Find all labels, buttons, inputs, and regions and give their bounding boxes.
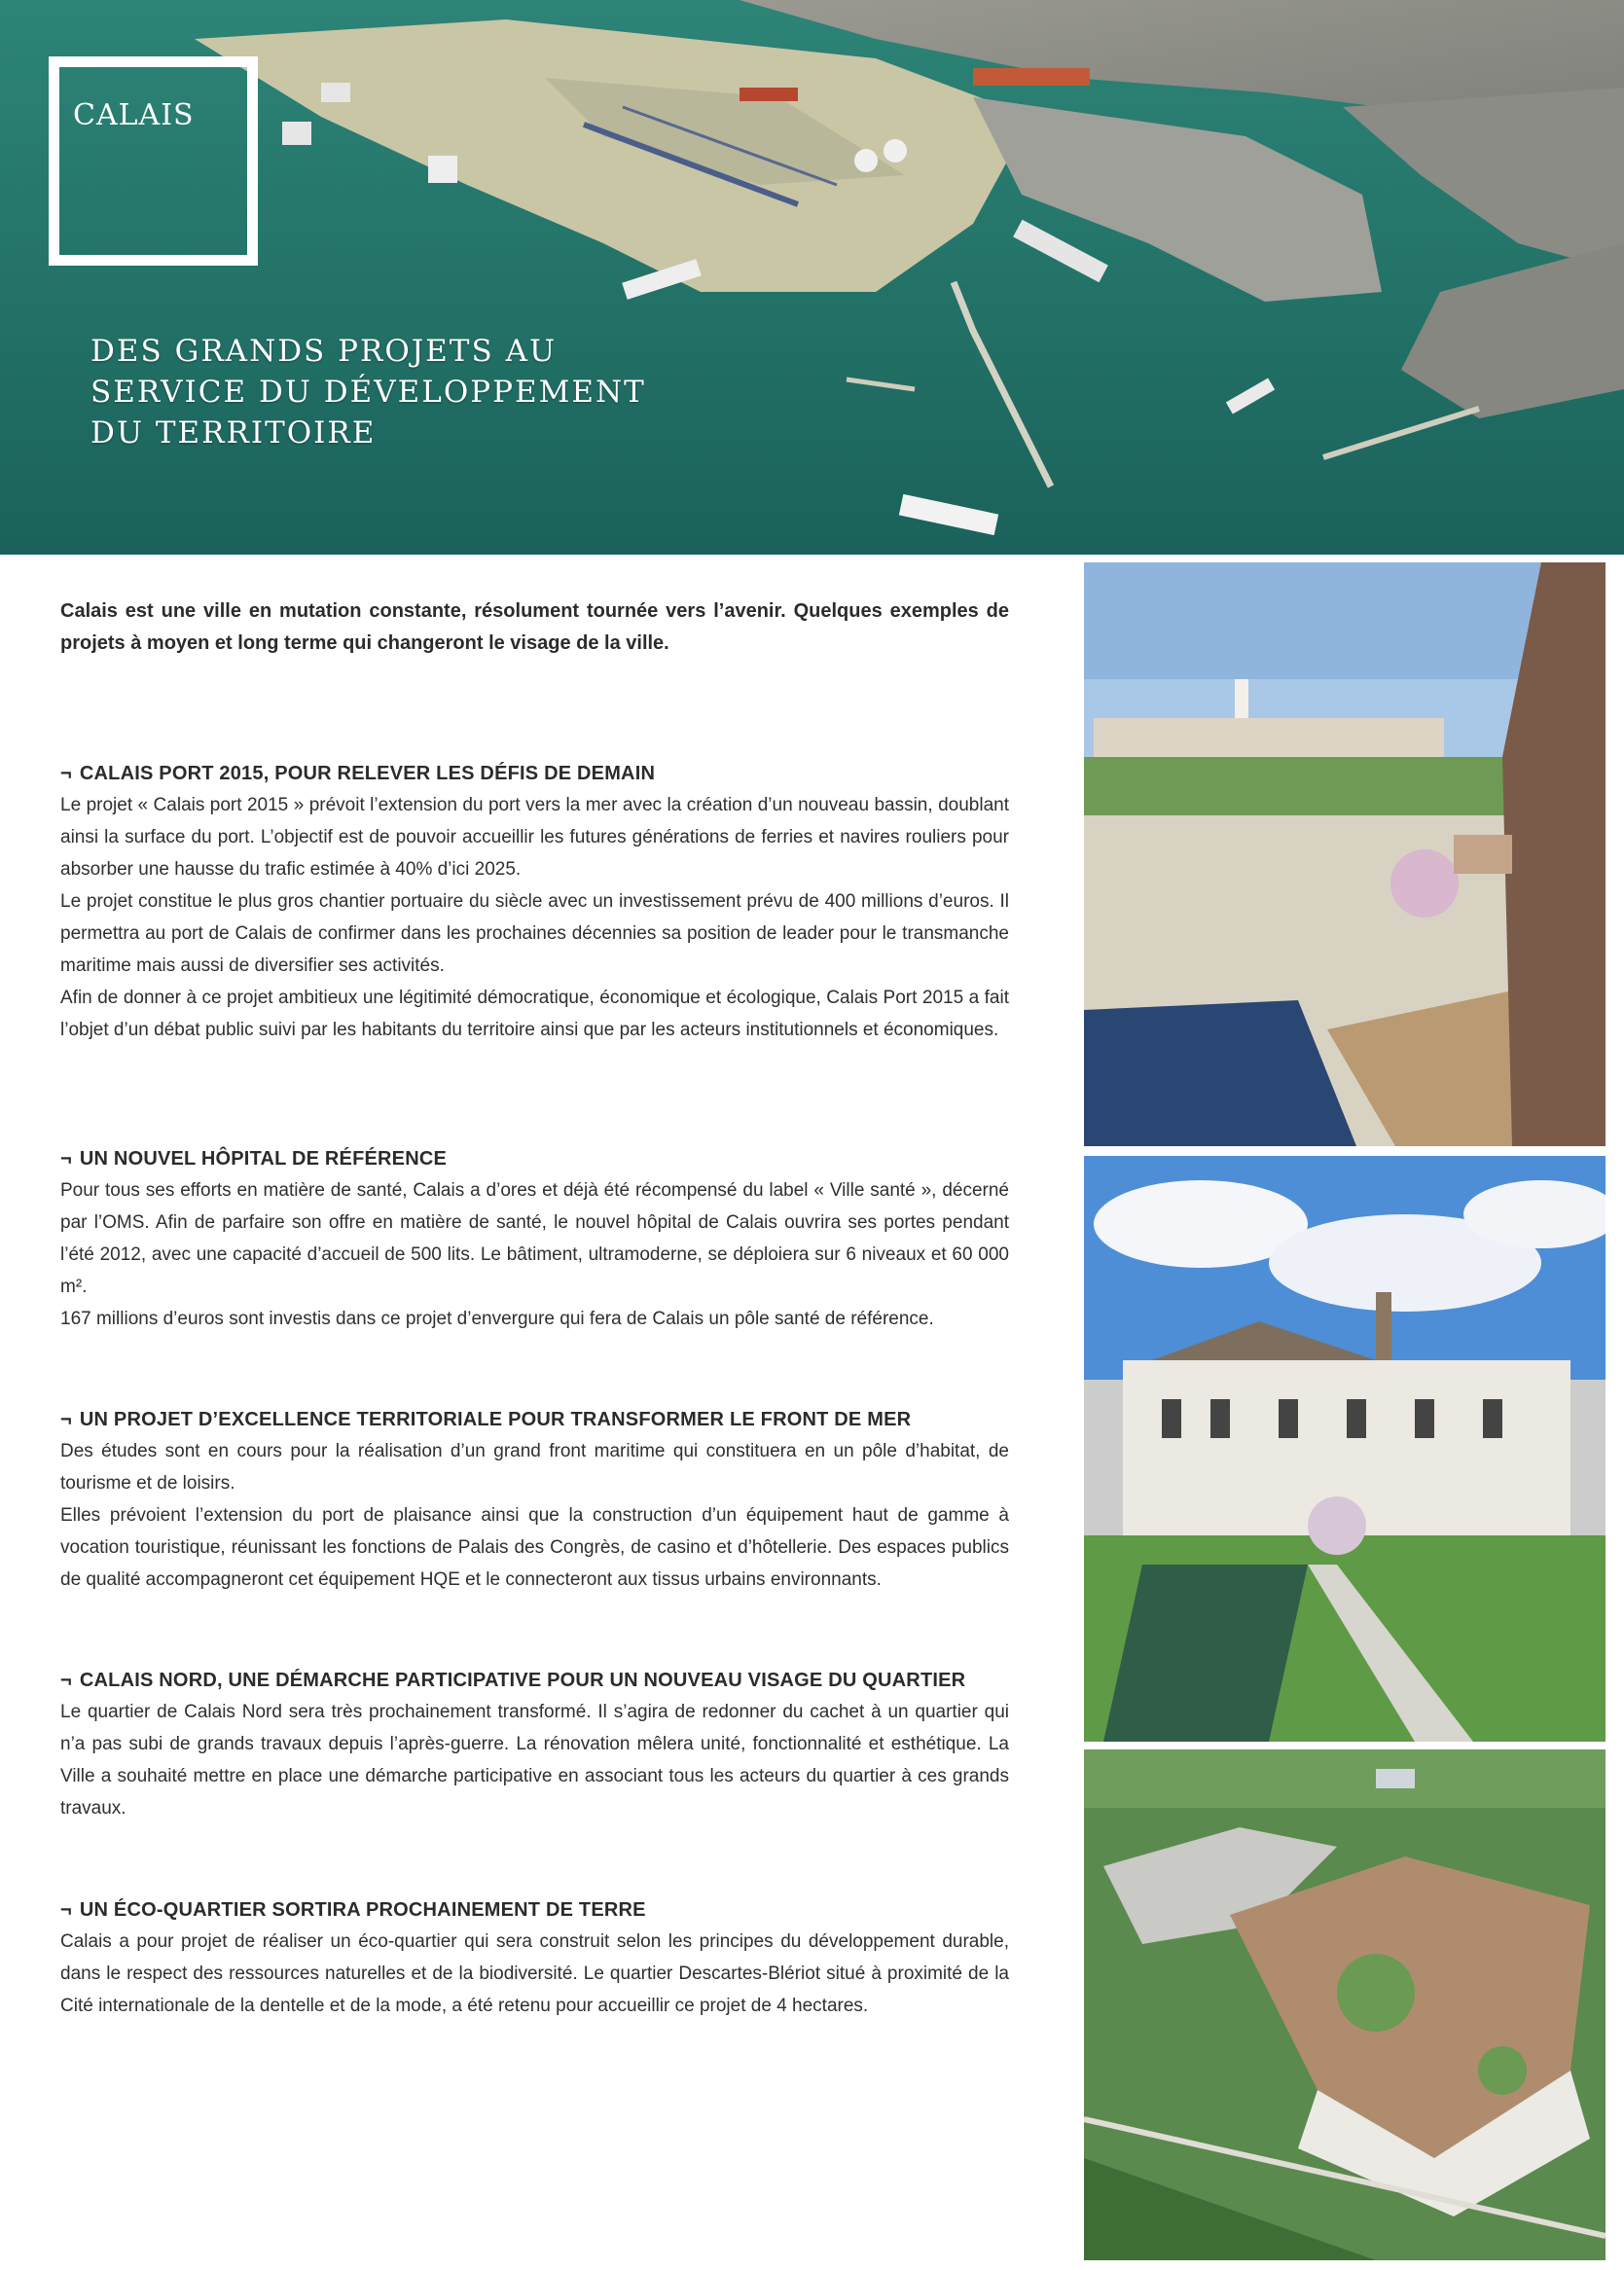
photo-seafront-buildings <box>1084 1156 1606 1742</box>
section-paragraph: Pour tous ses efforts en matière de santé, Calais a d’ores et déjà été récompensé du label « Ville santé », décerné par l’OMS. Afin de parfaire son offre en matière de santé, le nouvel hôpital de Calais ouvrira ses portes pendant l’été 2012, avec une capacité d’accueil de 500 lits. Le bâtiment, ultramoderne, se déploiera sur 6 niveaux et 60 000 m². <box>60 1180 1009 1297</box>
section-paragraph: Des études sont en cours pour la réalisation d’un grand front maritime qui constituera en un pôle d’habitat, de tourisme et de loisirs. <box>60 1441 1009 1494</box>
calais-logo-text: CALAIS <box>73 98 195 132</box>
section-paragraph: Afin de donner à ce projet ambitieux une légitimité démocratique, économique et écologique, Calais Port 2015 a fait l’objet d’un débat public suivi par les habitants du territoire ainsi que par les acteurs institutionnels et économiques. <box>60 988 1009 1040</box>
section-paragraph: Elles prévoient l’extension du port de plaisance ainsi que la construction d’un équipement haut de gamme à vocation touristique, réunissant les fonctions de Palais des Congrès, de casino et d’hôtellerie. Des espaces publics de qualité accompagneront cet équipement HQE et le connecteront aux tissus urbains environnants. <box>60 1505 1009 1590</box>
intro-paragraph: Calais est une ville en mutation constante, résolument tournée vers l’avenir. Quelques exemples de projets à moyen et long terme qui changeront le visage de la ville. <box>60 600 1009 654</box>
hero-banner <box>0 0 1624 555</box>
photo-public-square <box>1084 562 1606 1146</box>
section-calais-port-2015 <box>60 763 1009 1046</box>
bullet-mark: ¬ <box>60 1899 72 1921</box>
bullet-mark: ¬ <box>60 763 72 784</box>
section-paragraph: Calais a pour projet de réaliser un éco-quartier qui sera construit selon les principes du développement durable, dans le respect des ressources naturelles et de la biodiversité. Le quartier Descartes-Blériot situé à proximité de la Cité internationale de la dentelle et de la mode, a été retenu pour accueillir ce projet de 4 hectares. <box>60 1931 1009 2016</box>
section-nouvel-hopital <box>60 1148 1009 1335</box>
section-heading <box>60 1148 1009 1171</box>
photo-eco-district-hospital <box>1084 1749 1606 2260</box>
section-eco-quartier <box>60 1899 1009 2022</box>
section-title: UN ÉCO-QUARTIER SORTIRA PROCHAINEMENT DE TERRE <box>79 1899 646 1921</box>
section-heading <box>60 763 1009 785</box>
section-paragraph: Le projet « Calais port 2015 » prévoit l’extension du port vers la mer avec la création d’un nouveau bassin, doublant ainsi la surface du port. L’objectif est de pouvoir accueillir les futures générations de ferries et navires rouliers pour absorber une hausse du trafic estimée à 40% d’ici 2025. <box>60 795 1009 880</box>
hero-title-line: DU TERRITOIRE <box>90 415 377 450</box>
bullet-mark: ¬ <box>60 1670 72 1691</box>
section-title: UN PROJET D’EXCELLENCE TERRITORIALE POUR TRANSFORMER LE FRONT DE MER <box>79 1409 912 1430</box>
section-paragraph: Le quartier de Calais Nord sera très prochainement transformé. Il s’agira de redonner du cachet à un quartier qui n’a pas subi de grands travaux depuis l’après-guerre. La rénovation mêlera unité, fonctionnalité et esthétique. La Ville a souhaité mettre en place une démarche participative en associant tous les acteurs du quartier à ces grands travaux. <box>60 1702 1009 1819</box>
section-heading <box>60 1899 1009 1922</box>
calais-logo-frame <box>49 56 258 266</box>
section-paragraph: Le projet constitue le plus gros chantier portuaire du siècle avec un investissement prévu de 400 millions d’euros. Il permettra au port de Calais de confirmer dans les prochaines décennies sa position de leader pour le transmanche maritime mais aussi de diversifier ses activités. <box>60 891 1009 976</box>
section-front-de-mer <box>60 1409 1009 1596</box>
bullet-mark: ¬ <box>60 1148 72 1170</box>
section-title: CALAIS PORT 2015, POUR RELEVER LES DÉFIS DE DEMAIN <box>79 763 656 784</box>
section-title: UN NOUVEL HÔPITAL DE RÉFÉRENCE <box>79 1148 448 1170</box>
section-calais-nord <box>60 1670 1009 1824</box>
hero-title-line: DES GRANDS PROJETS AU <box>90 334 558 369</box>
section-heading <box>60 1670 1009 1692</box>
section-paragraph: 167 millions d’euros sont investis dans ce projet d’envergure qui fera de Calais un pôle santé de référence. <box>60 1309 934 1329</box>
section-heading <box>60 1409 1009 1431</box>
bullet-mark: ¬ <box>60 1409 72 1430</box>
hero-title-line: SERVICE DU DÉVELOPPEMENT <box>90 375 646 410</box>
hero-title <box>90 331 646 453</box>
section-title: CALAIS NORD, UNE DÉMARCHE PARTICIPATIVE POUR UN NOUVEAU VISAGE DU QUARTIER <box>79 1670 966 1691</box>
